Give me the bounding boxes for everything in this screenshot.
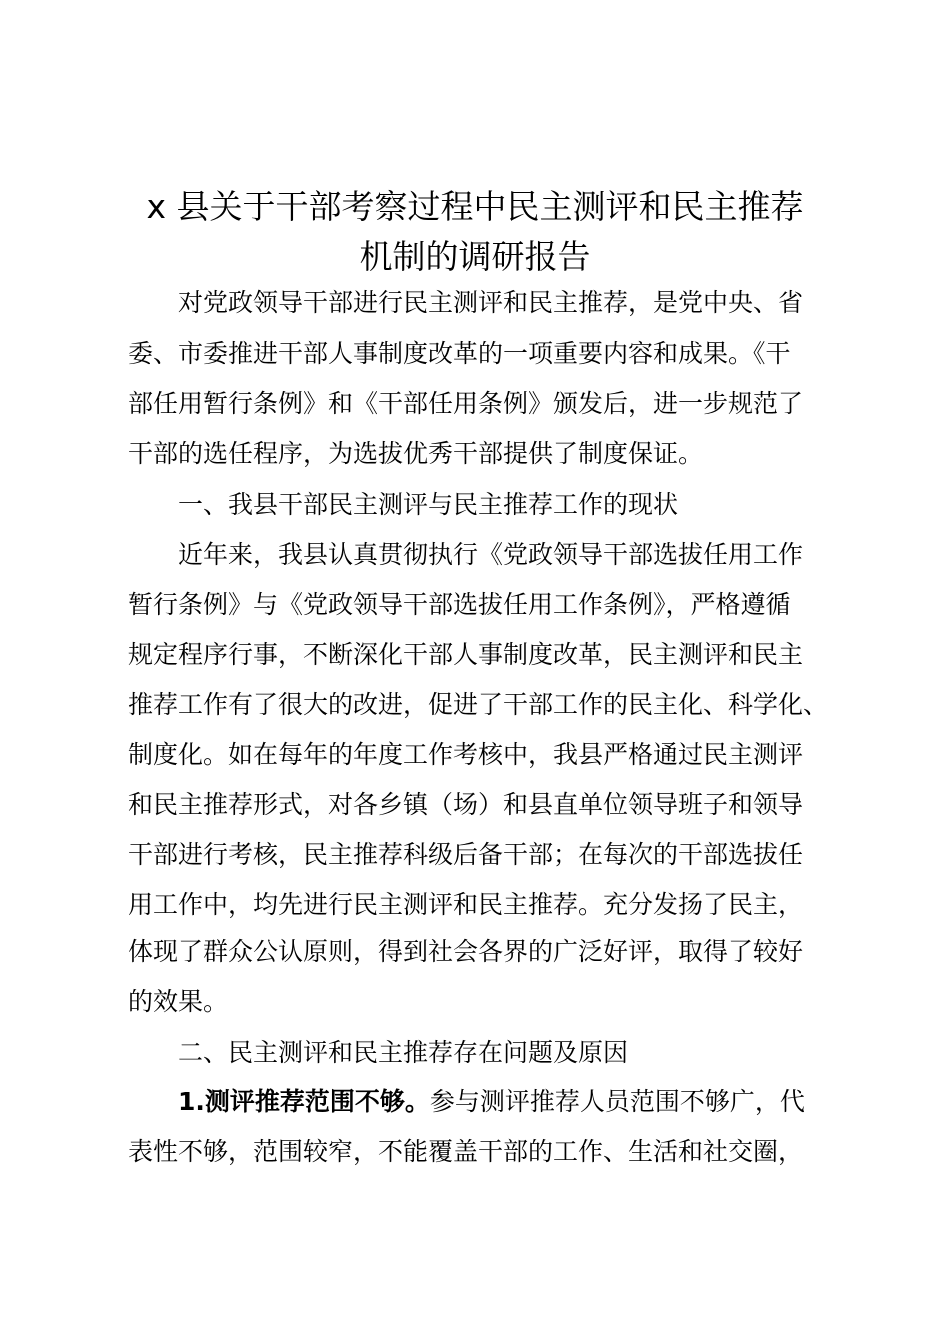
point1-title: 1.测评推荐范围不够。 (178, 1087, 430, 1116)
section1-line-9: 体现了群众公认原则，得到社会各界的广泛好评，取得了较好 (128, 937, 804, 966)
intro-line-4: 干部的选任程序，为选拔优秀干部提供了制度保证。 (128, 439, 704, 468)
section1-heading: 一、我县干部民主测评与民主推荐工作的现状 (178, 490, 679, 519)
section1-line-5: 制度化。如在每年的年度工作考核中，我县严格通过民主测评 (128, 740, 804, 769)
section1-line-10: 的效果。 (128, 987, 229, 1016)
section1-line-6: 和民主推荐形式，对各乡镇（场）和县直单位领导班子和领导 (128, 790, 804, 819)
section1-line-1: 近年来，我县认真贯彻执行《党政领导干部选拔任用工作 (178, 540, 804, 569)
section1-line-8: 用工作中，均先进行民主测评和民主推荐。充分发扬了民主， (128, 890, 804, 919)
section1-line-7: 干部进行考核，民主推荐科级后备干部；在每次的干部选拔任 (128, 840, 804, 869)
intro-line-3: 部任用暂行条例》和《干部任用条例》颁发后，进一步规范了 (128, 389, 804, 418)
intro-line-2: 委、市委推进干部人事制度改革的一项重要内容和成果。《干 (128, 339, 791, 368)
section1-line-3: 规定程序行事，不断深化干部人事制度改革，民主测评和民主 (128, 640, 804, 669)
point1-line-2: 表性不够，范围较窄，不能覆盖干部的工作、生活和社交圈， (128, 1137, 804, 1166)
section1-line-2: 暂行条例》与《党政领导干部选拔任用工作条例》，严格遵循 (128, 590, 791, 619)
point1-text: 参与测评推荐人员范围不够广，代 (429, 1087, 805, 1116)
point1-line-1 (178, 1085, 805, 1119)
section2-heading: 二、民主测评和民主推荐存在问题及原因 (178, 1038, 629, 1067)
section1-line-4: 推荐工作有了很大的改进，促进了干部工作的民主化、科学化、 (128, 690, 829, 719)
document-title-line-2: 机制的调研报告 (359, 237, 591, 276)
document-title-line-1: x 县关于干部考察过程中民主测评和民主推荐 (146, 187, 804, 226)
intro-line-1: 对党政领导干部进行民主测评和民主推荐，是党中央、省 (178, 288, 804, 317)
